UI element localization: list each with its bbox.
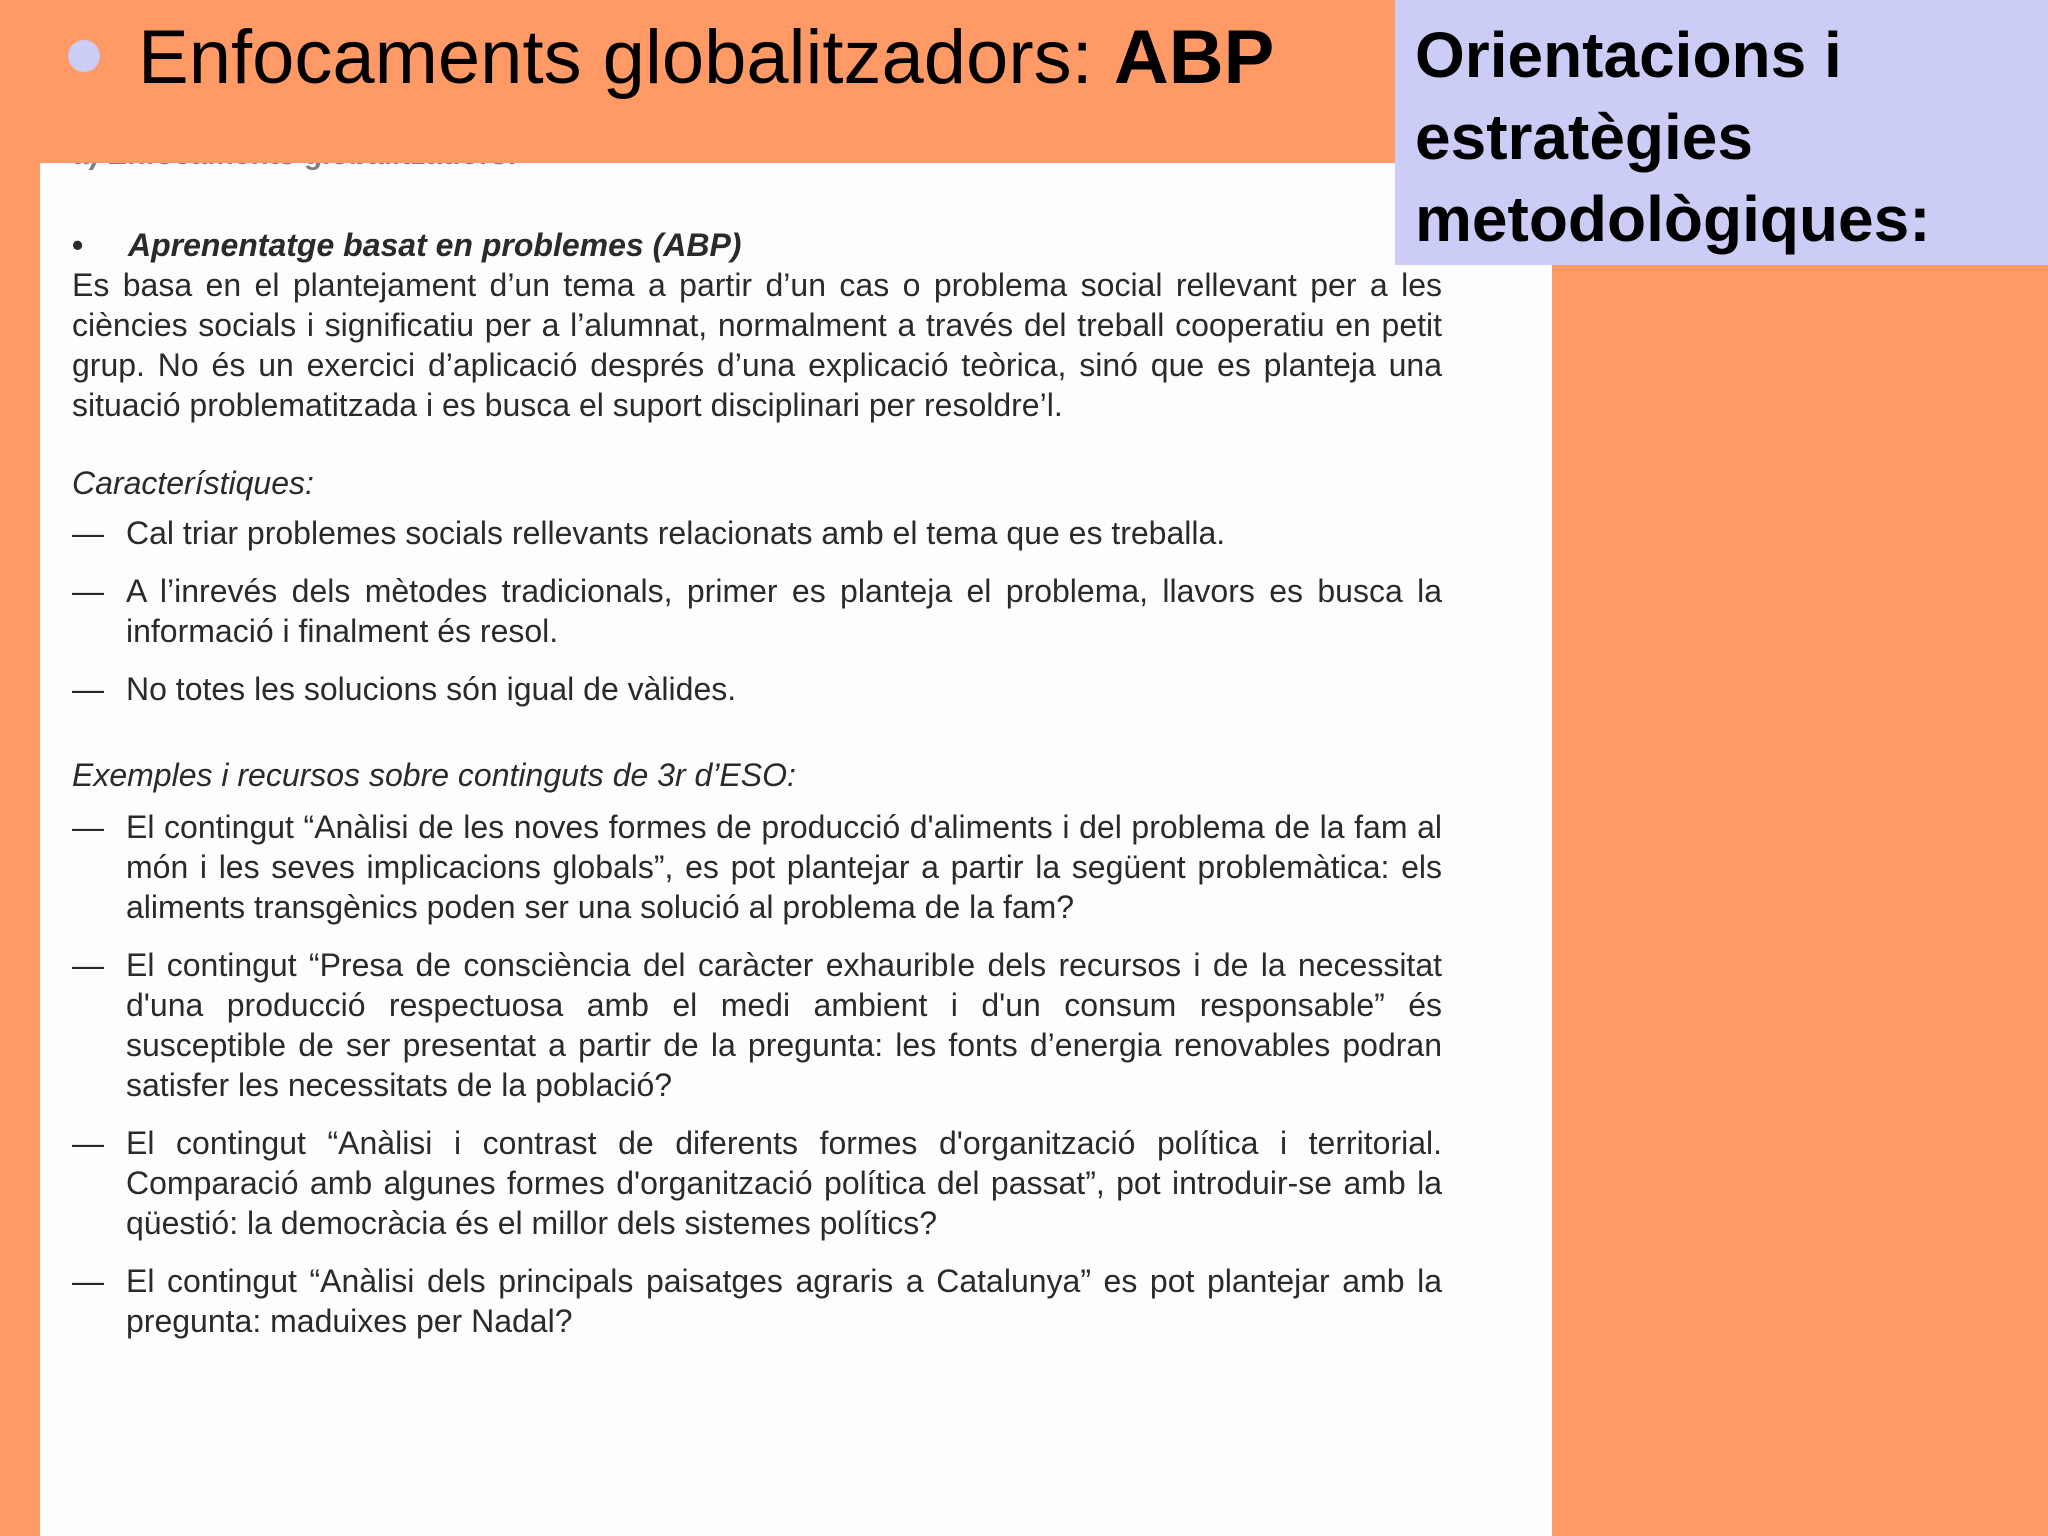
- document-content: [72, 225, 1442, 1359]
- features-list: [72, 513, 1442, 709]
- slide-title-prefix: Enfocaments globalitzadors:: [138, 15, 1114, 100]
- features-label: Característiques:: [72, 465, 314, 501]
- list-item: — El contingut “Anàlisi i contrast de diferents formes d'organització política i territorial. Comparació amb algunes formes d'organització política del passat”, pot introduir-se amb la qüestió: la democràcia és el millor dels sistemes polítics?: [72, 1123, 1442, 1243]
- title-bullet-icon: [68, 40, 100, 72]
- examples-label: Exemples i recursos sobre continguts de 3r d’ESO:: [72, 757, 796, 793]
- list-item: — Cal triar problemes socials rellevants relacionats amb el tema que es treballa.: [72, 513, 1442, 553]
- list-item: — El contingut “Anàlisi de les noves formes de producció d'aliments i del problema de la fam al món i les seves implicacions globals”, es pot plantejar a partir la següent problemàtica: els aliments transgènics poden ser una solució al problema de la fam?: [72, 807, 1442, 927]
- examples-list: [72, 807, 1442, 1341]
- side-panel: [1395, 0, 2048, 265]
- list-item: — El contingut “Presa de consciència del caràcter exhauribIe dels recursos i de la necessitat d'una producció respectuosa amb el medi ambient i d'un consum responsable” és susceptible de ser presentat a partir de la pregunta: les fonts d’energia renovables podran satisfer les necessitats de la població?: [72, 945, 1442, 1105]
- list-item: — El contingut “Anàlisi dels principals paisatges agraris a Catalunya” es pot plantejar amb la pregunta: maduixes per Nadal?: [72, 1261, 1442, 1341]
- slide-background-left: [0, 0, 40, 1536]
- abp-intro: Es basa en el plantejament d’un tema a partir d’un cas o problema social rellevant per a les ciències socials i significatiu per a l’alumnat, normalment a través del treball cooperatiu en petit grup. No és un exercici d’aplicació després d’una explicació teòrica, sinó que es planteja una situació problematitzada i es busca el suport disciplinari per resoldre’l.: [72, 267, 1442, 423]
- abp-heading: • Aprenentatge basat en problemes (ABP): [128, 225, 1442, 265]
- list-item: — A l’inrevés dels mètodes tradicionals, primer es planteja el problema, llavors es busca la informació i finalment és resol.: [72, 571, 1442, 651]
- list-item: — No totes les solucions són igual de vàlides.: [72, 669, 1442, 709]
- side-panel-text: Orientacions i estratègies metodològiques:: [1415, 19, 1931, 255]
- slide-title-bold: ABP: [1113, 15, 1275, 100]
- slide-title: [138, 8, 1274, 108]
